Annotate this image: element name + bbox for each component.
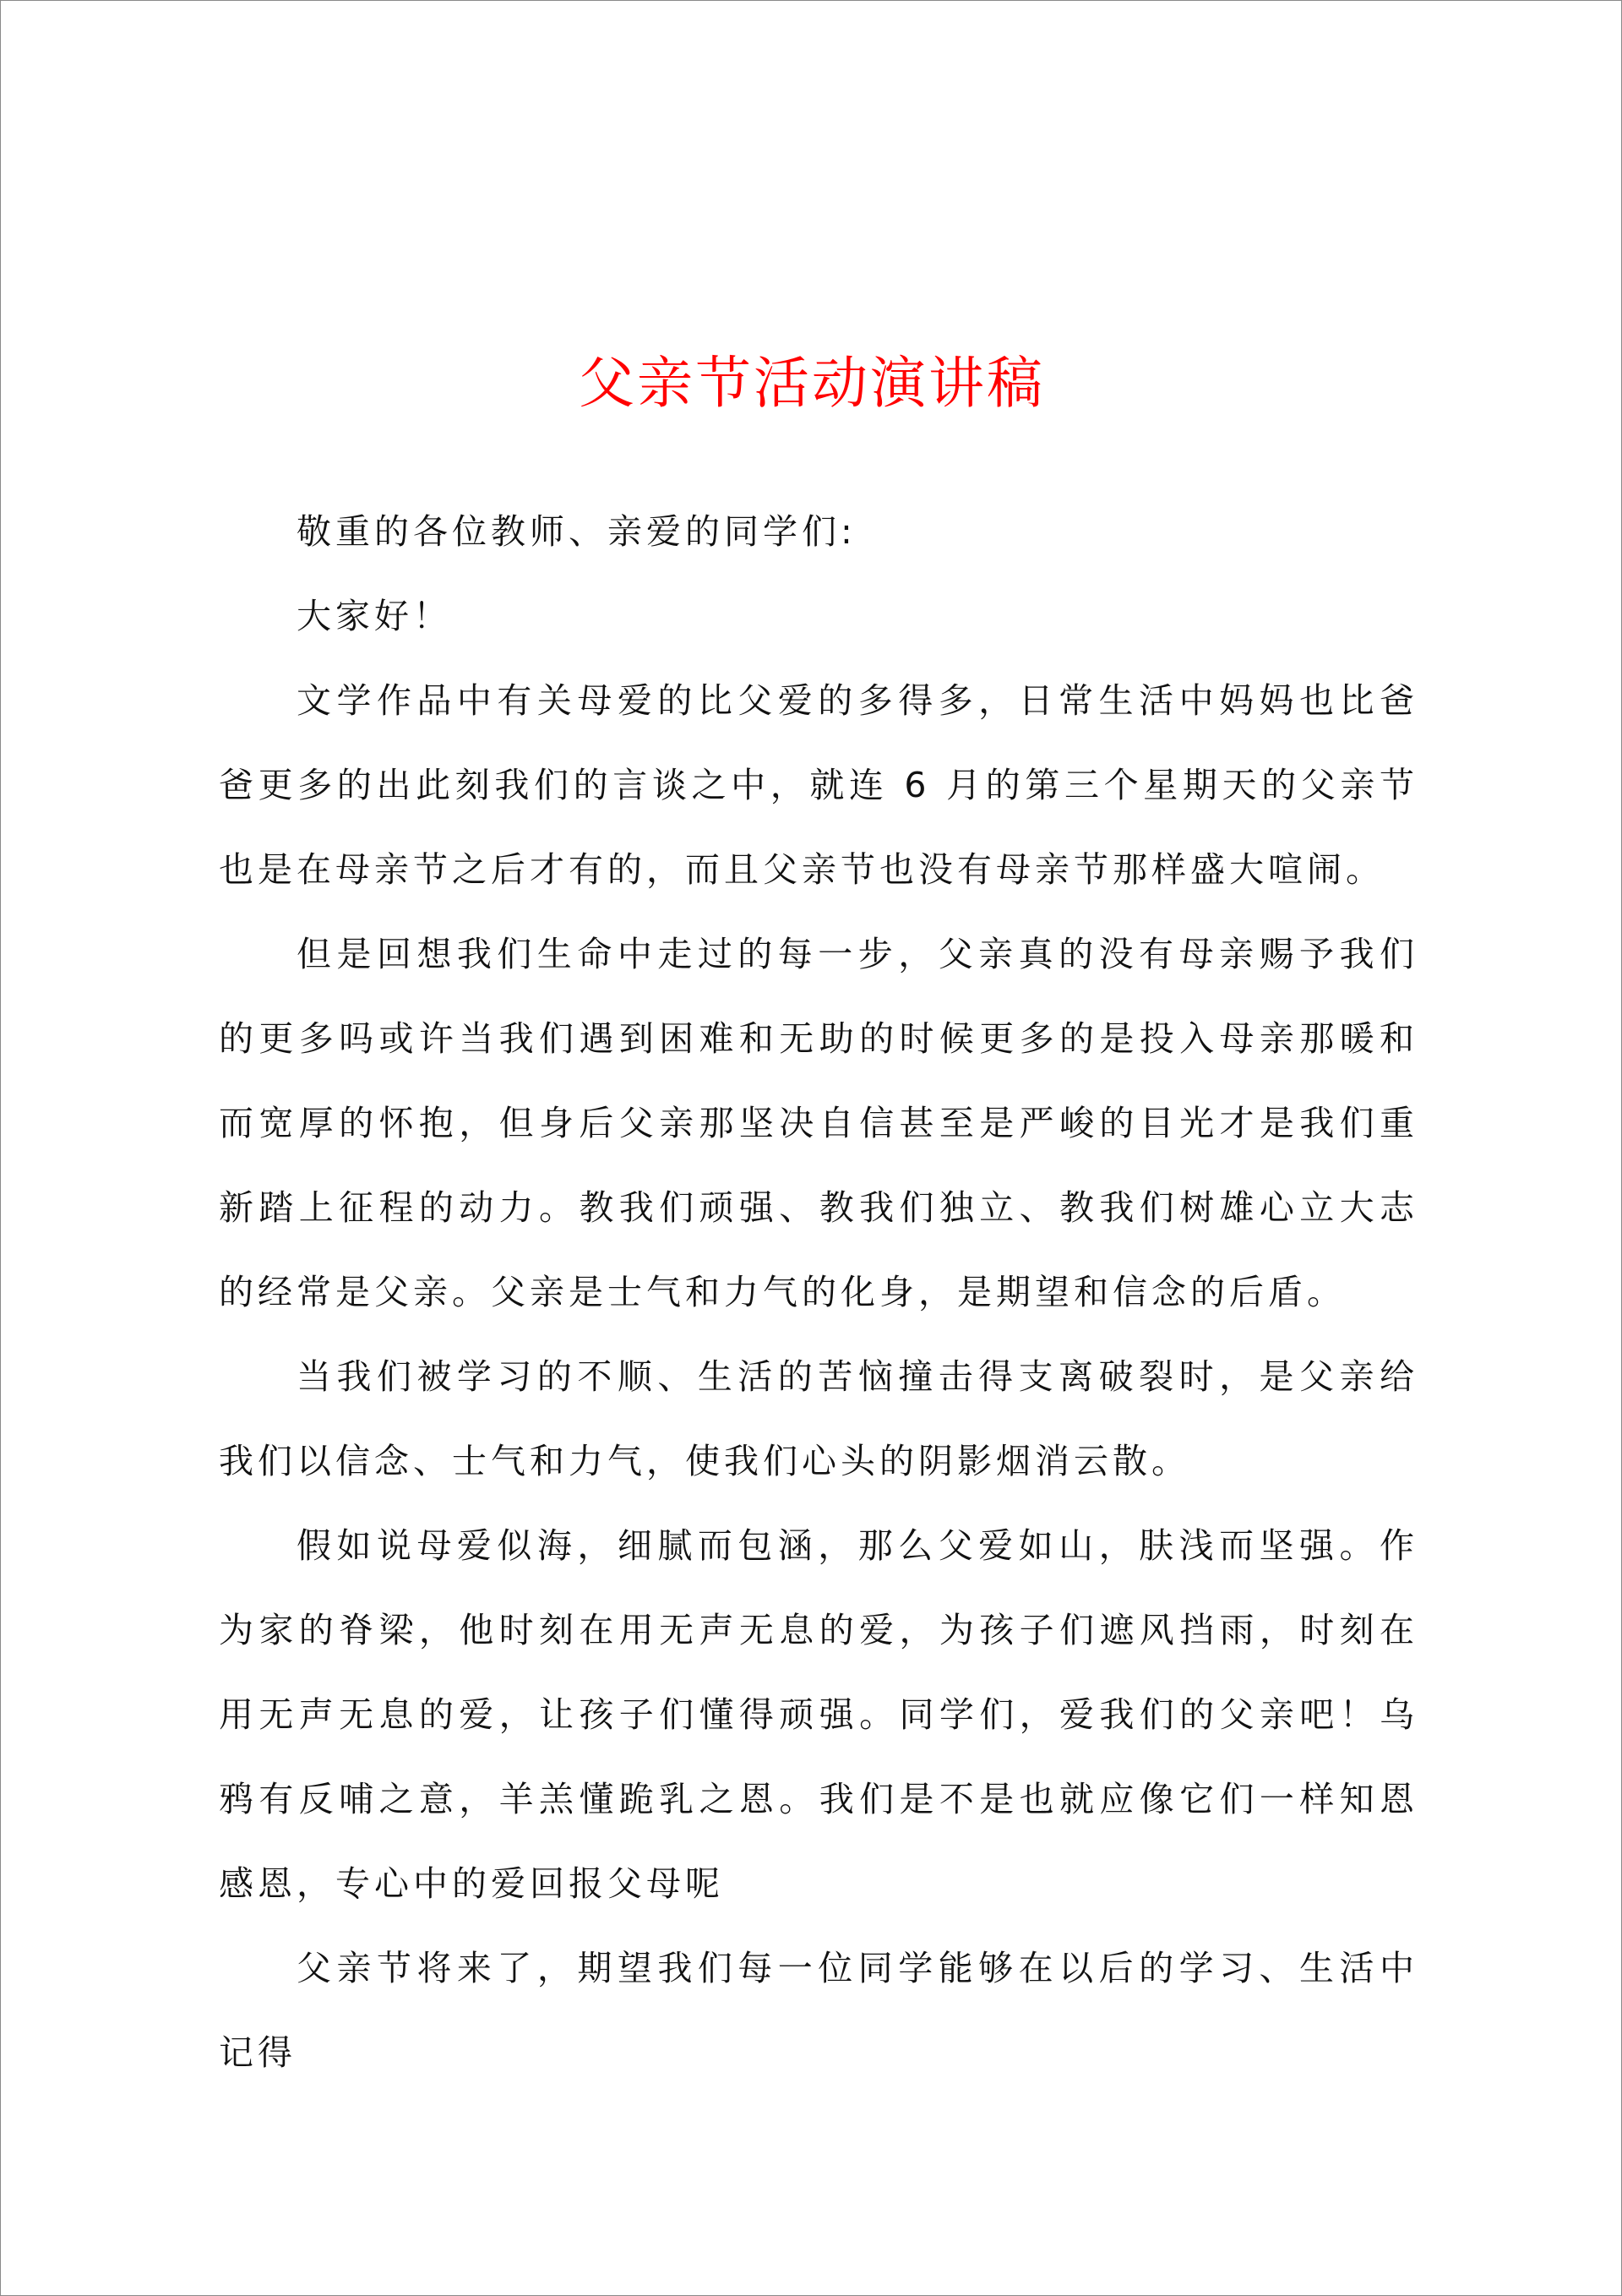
document-body xyxy=(219,489,1418,2095)
paragraph: 父亲节将来了，期望我们每一位同学能够在以后的学习、生活中记得 xyxy=(219,1948,1418,2073)
paragraph-salutation: 敬重的各位教师、亲爱的同学们: xyxy=(297,511,857,552)
paragraph: 假如说母爱似海，细腻而包涵，那么父爱如山，肤浅而坚强。作为家的脊梁，他时刻在用无声无息的爱，为孩子们遮风挡雨，时刻在用无声无息的爱，让孩子们懂得顽强。同学们，爱我们的父亲吧！乌鸦有反哺之意，羊羔懂跪乳之恩。我们是不是也就应像它们一样知恩感恩，专心中的爱回报父母呢 xyxy=(219,1525,1418,1904)
document-title: 父亲节活动演讲稿 xyxy=(579,351,1045,416)
paragraph-greeting: 大家好！ xyxy=(297,596,452,636)
paragraph: 但是回想我们生命中走过的每一步，父亲真的没有母亲赐予我们的更多吗或许当我们遇到困难和无助的时候更多的是投入母亲那暖和而宽厚的怀抱，但身后父亲那坚决自信甚至是严峻的目光才是我们重新踏上征程的动力。教我们顽强、教我们独立、教我们树雄心立大志的经常是父亲。父亲是士气和力气的化身，是期望和信念的后盾。 xyxy=(219,934,1418,1312)
paragraph: 当我们被学习的不顺、生活的苦恼撞击得支离破裂时，是父亲给我们以信念、士气和力气，使我们心头的阴影烟消云散。 xyxy=(219,1356,1418,1481)
paragraph: 文学作品中有关母爱的比父爱的多得多，日常生活中妈妈也比爸爸更多的出此刻我们的言谈之中，就连 6 月的第三个星期天的父亲节也是在母亲节之后才有的，而且父亲节也没有母亲节那样盛大喧闹。 xyxy=(219,680,1418,890)
